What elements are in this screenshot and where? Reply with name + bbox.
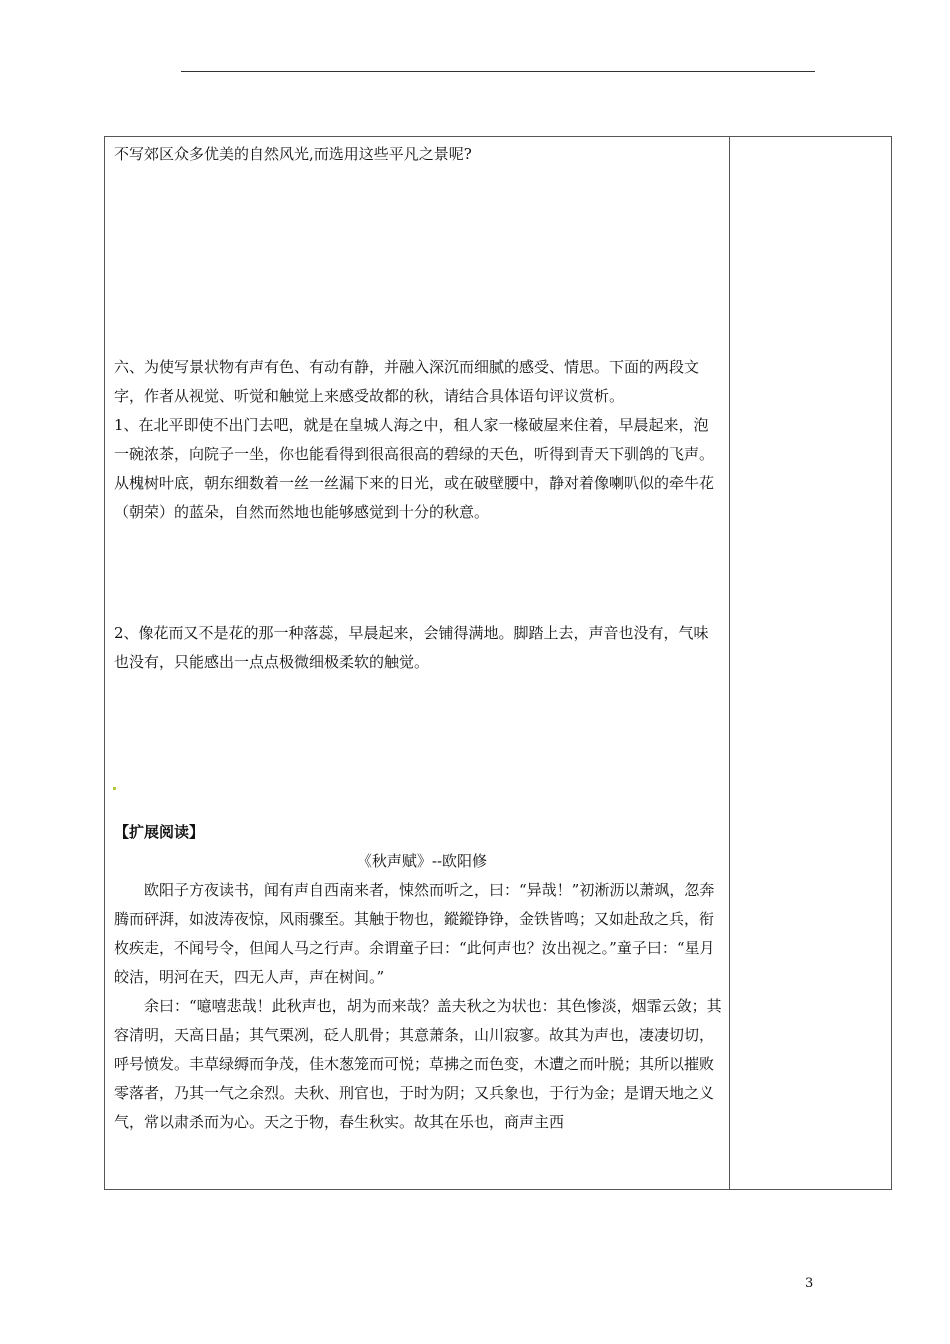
essay-title: 《秋声赋》--欧阳修 [356,852,488,870]
main-content-cell [114,140,722,1137]
header-rule [181,71,815,72]
spacer [114,790,722,818]
question-six-prompt: 六、为使写景状物有声有色、有动有静，并融入深沉而细腻的感受、情思。下面的两段文字，作者从视觉、听觉和触觉上来感受故都的秋，请结合具体语句评议赏析。 [114,358,700,405]
question-tail: 不写郊区众多优美的自然风光,而选用这些平凡之景呢? [114,145,472,163]
answer-space [114,677,722,787]
question-six-item-2: 2、像花而又不是花的那一种落蕊，早晨起来，会铺得满地。脚踏上去，声音也没有，气味也没有，只能感出一点点极微细极柔软的触觉。 [114,624,709,671]
marker-dot [113,787,116,790]
essay-paragraph-1: 欧阳子方夜读书，闻有声自西南来者，悚然而听之，曰：“异哉！”初淅沥以萧飒，忽奔腾而砰湃，如波涛夜惊，风雨骤至。其触于物也，鏦鏦铮铮，金铁皆鸣；又如赴敌之兵，衔枚疾走，不闻号令，但闻人马之行声。余谓童子曰：“此何声也？汝出视之。”童子曰：“星月皎洁，明河在天，四无人声，声在树间。” [114,881,715,986]
section-title: 【扩展阅读】 [114,823,205,841]
answer-space [114,527,722,619]
question-six-item-1: 1、在北平即使不出门去吧，就是在皇城人海之中，租人家一椽破屋来住着，早晨起来，泡一碗浓茶，向院子一坐，你也能看得到很高很高的碧绿的天色，听得到青天下驯鸽的飞声。从槐树叶底，朝东细数着一丝一丝漏下来的日光，或在破壁腰中，静对着像喇叭似的牵牛花（朝荣）的蓝朵，自然而然地也能够感觉到十分的秋意。 [114,416,715,521]
essay-paragraph-2: 余曰：“噫嘻悲哉！此秋声也，胡为而来哉？盖夫秋之为状也：其色惨淡，烟霏云敛；其容清明，天高日晶；其气栗冽，砭人肌骨；其意萧条，山川寂寥。故其为声也，凄凄切切，呼号愤发。丰草绿缛而争茂，佳木葱笼而可悦；草拂之而色变，木遭之而叶脱；其所以摧败零落者，乃其一气之余烈。夫秋、刑官也，于时为阴；又兵象也，于行为金；是谓天地之义气，常以肃杀而为心。天之于物，春生秋实。故其在乐也，商声主西 [114,997,722,1131]
page-number: 3 [805,1276,814,1291]
notes-column-divider [729,136,730,1190]
answer-space [114,169,722,353]
